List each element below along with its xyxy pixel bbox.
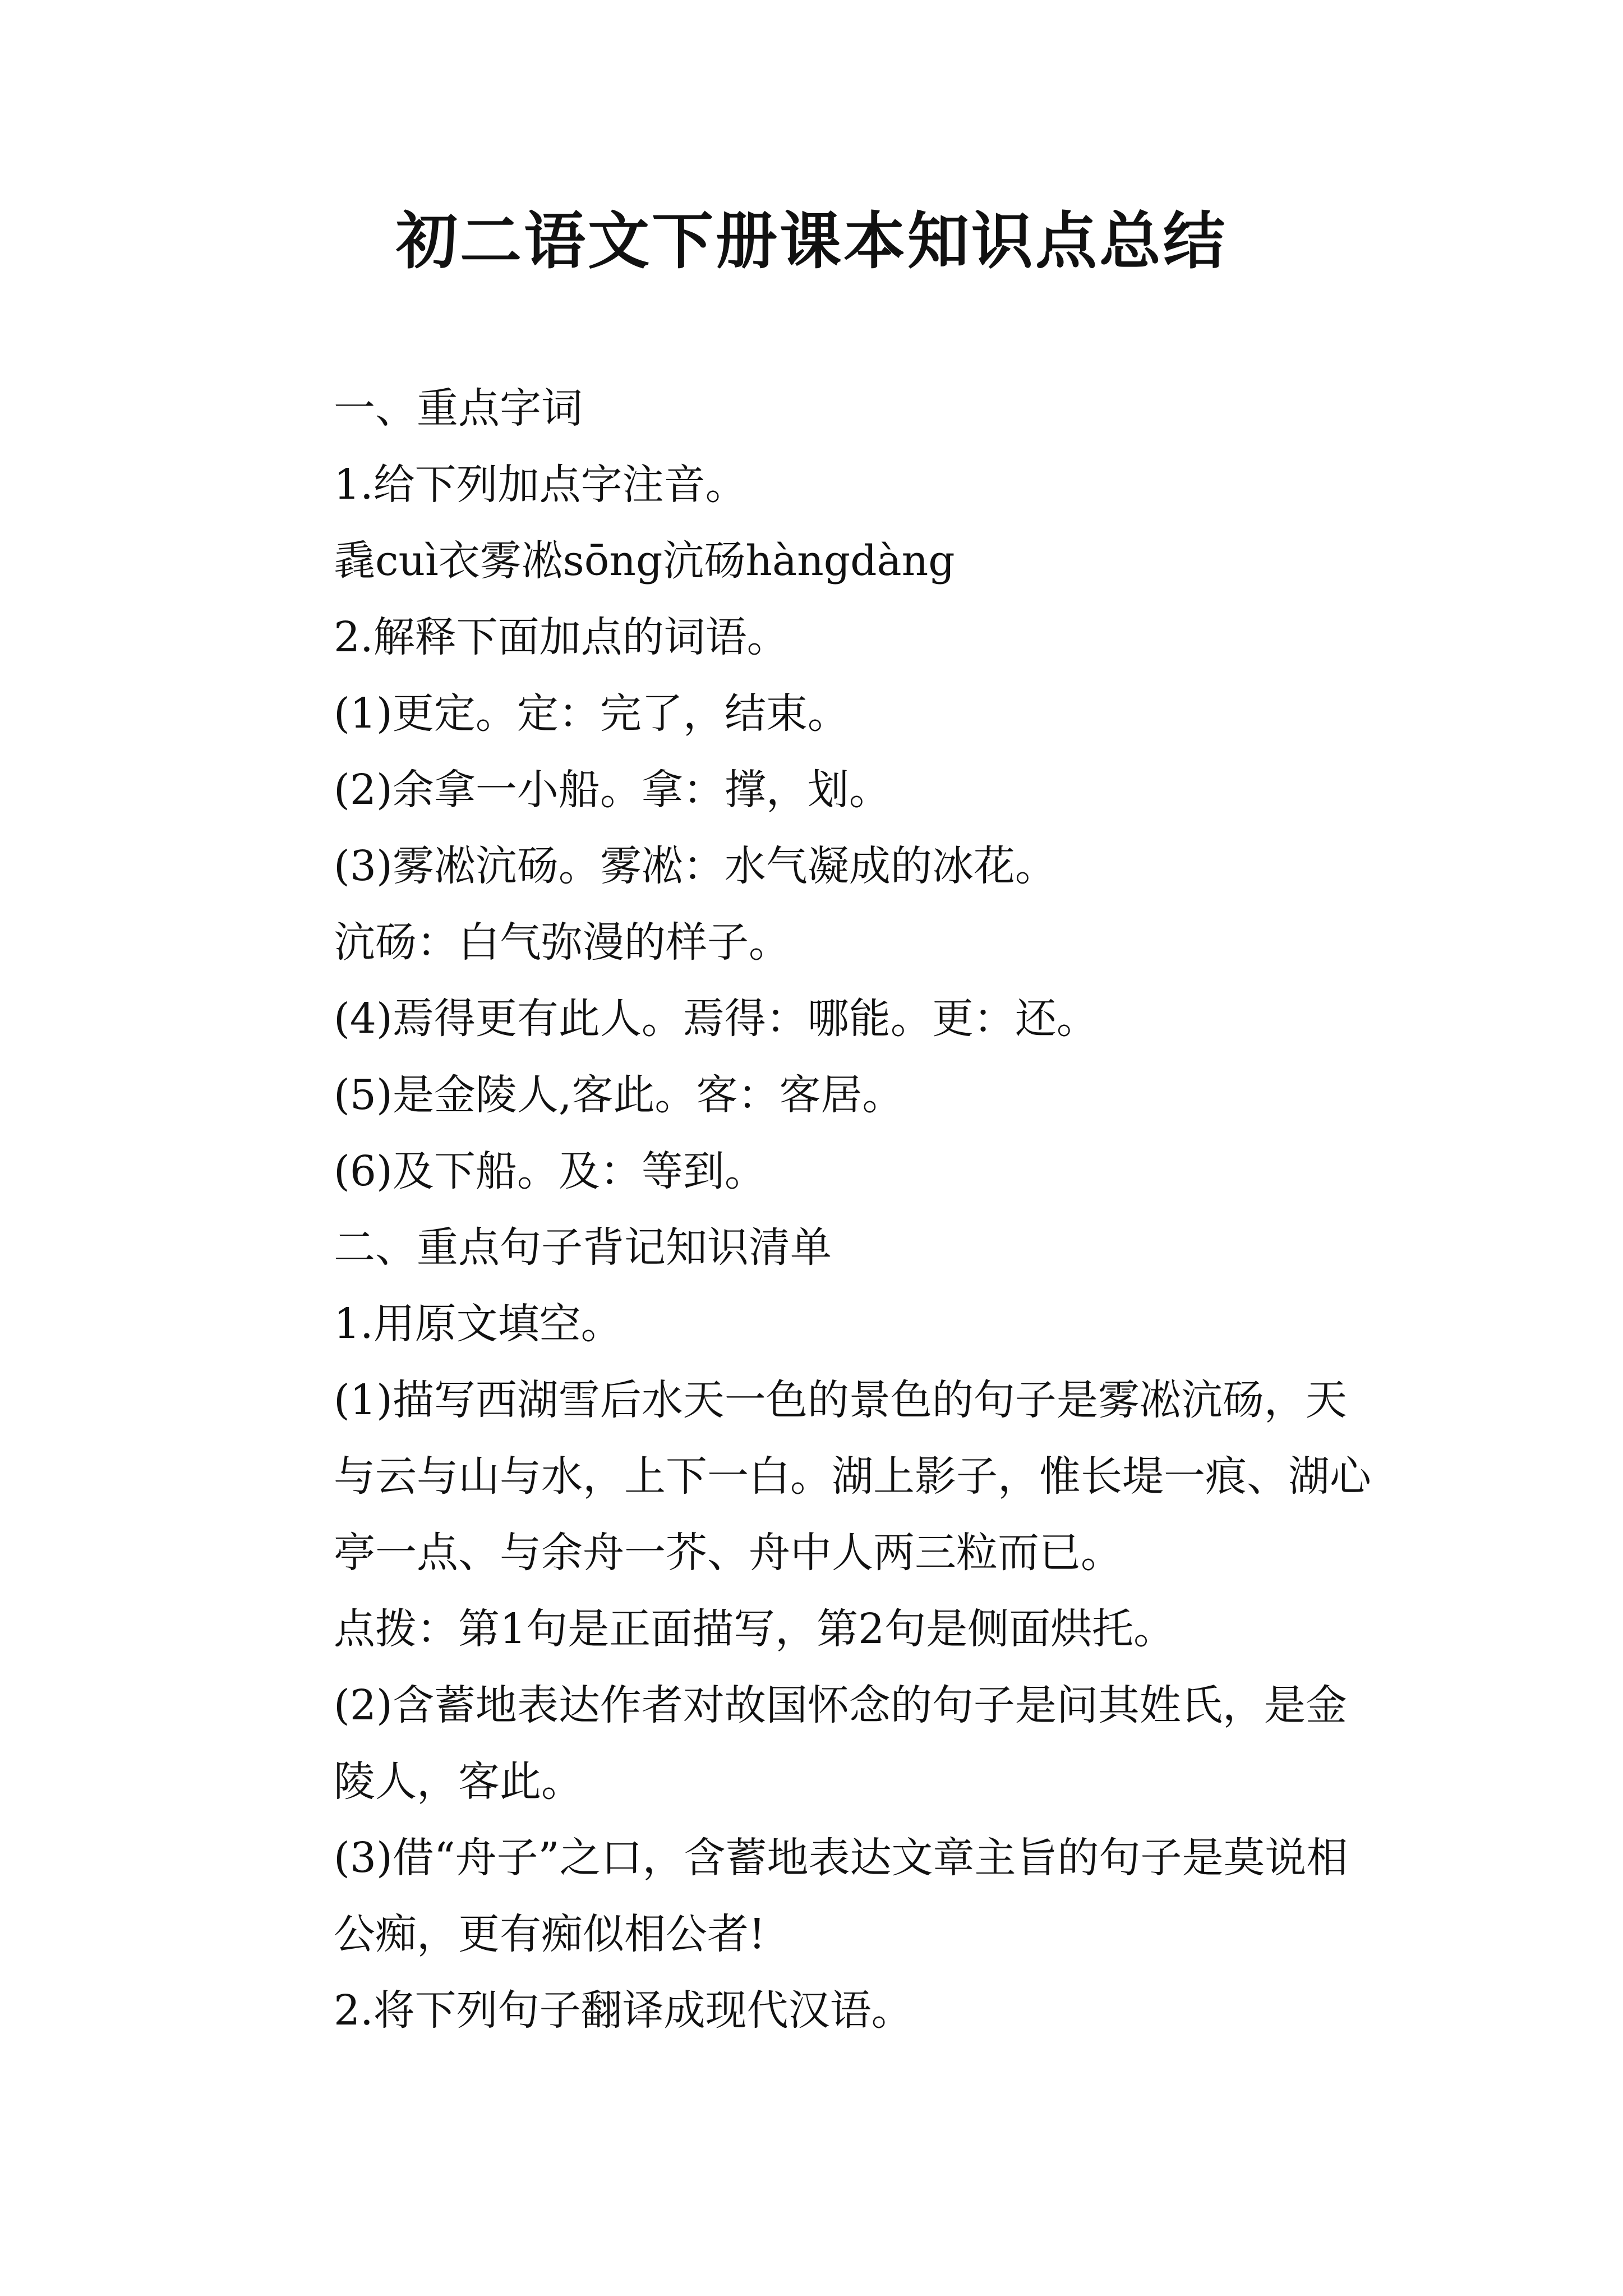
paragraph: 2.将下列句子翻译成现代汉语。 bbox=[334, 1986, 913, 2035]
paragraph: (4)焉得更有此人。焉得：哪能。更：还。 bbox=[334, 995, 1098, 1043]
section-heading-key-words: 一、重点字词 bbox=[334, 384, 583, 432]
paragraph: 毳cuì衣雾凇sōng沆砀hàngdàng bbox=[334, 537, 955, 585]
paragraph: 1.用原文填空。 bbox=[334, 1300, 623, 1348]
paragraph: (1)描写西湖雪后水天一色的景色的句子是雾凇沆砀，天与云与山与水，上下一白。湖上影子，惟长堤一痕、湖心亭一点、与余舟一芥、舟中人两三粒而已。 bbox=[334, 1376, 1371, 1577]
document-title: 初二语文下册课本知识点总结 bbox=[396, 205, 1227, 277]
paragraph: (2)含蓄地表达作者对故国怀念的句子是问其姓氏，是金陵人，客此。 bbox=[334, 1681, 1347, 1806]
paragraph: (2)余拿一小船。拿：撑，划。 bbox=[334, 766, 891, 814]
paragraph: 2.解释下面加点的词语。 bbox=[334, 613, 789, 661]
paragraph: (5)是金陵人,客此。客：客居。 bbox=[334, 1071, 904, 1119]
paragraph: (3)雾凇沆砀。雾凇：水气凝成的冰花。 bbox=[334, 842, 1057, 890]
document-body bbox=[250, 370, 1388, 2049]
paragraph: (3)借“舟子”之口，含蓄地表达文章主旨的句子是莫说相公痴，更有痴似相公者! bbox=[334, 1834, 1348, 1958]
paragraph: (1)更定。定：完了，结束。 bbox=[334, 689, 849, 738]
paragraph: 点拨：第1句是正面描写，第2句是侧面烘托。 bbox=[334, 1605, 1175, 1653]
section-heading-key-sentences: 二、重点句子背记知识清单 bbox=[334, 1223, 832, 1272]
paragraph: 1.给下列加点字注音。 bbox=[334, 461, 747, 509]
paragraph: (6)及下船。及：等到。 bbox=[334, 1147, 766, 1195]
paragraph: 沆砀：白气弥漫的样子。 bbox=[334, 918, 790, 967]
